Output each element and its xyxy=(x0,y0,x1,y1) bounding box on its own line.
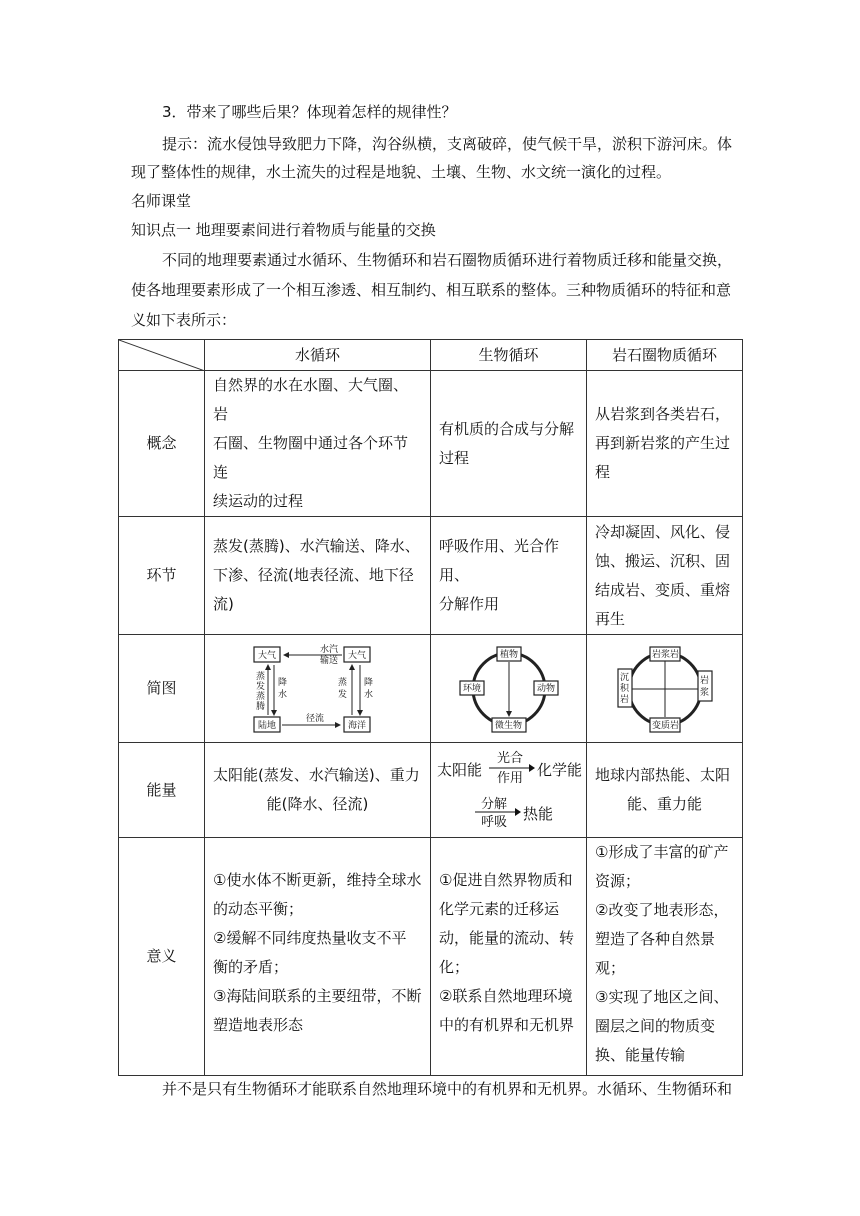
col-header-rock: 岩石圈物质循环 xyxy=(587,340,743,371)
label-magma-2: 浆 xyxy=(699,687,709,698)
text-line: 自然界的水在水圈、大气圈、岩 xyxy=(213,376,409,423)
text-line: ②改变了地表形态， xyxy=(595,901,729,919)
row-label-concept: 概念 xyxy=(119,371,205,517)
text-line: ③海陆间联系的主要纽带，不断 xyxy=(213,987,422,1005)
label-precip-l-1: 降 xyxy=(277,677,287,688)
label-precip-l-2: 水 xyxy=(277,689,287,700)
label-evap-r-1: 蒸 xyxy=(337,677,347,688)
text-line: 能(降水、径流) xyxy=(266,795,369,813)
text-line: 的动态平衡； xyxy=(213,900,304,918)
section-title: 名师课堂 xyxy=(131,192,192,210)
text-line: 流) xyxy=(213,595,234,613)
label-atmos-right: 大气 xyxy=(347,650,366,661)
label-precip-r-2: 水 xyxy=(363,689,373,700)
text-line: ②联系自然地理环境 xyxy=(439,987,573,1005)
table-header-row xyxy=(119,340,743,371)
label-ocean: 海洋 xyxy=(347,720,366,731)
label-magma-1: 岩 xyxy=(699,675,709,686)
label-precip-r-1: 降 xyxy=(363,677,373,688)
table-row-meaning xyxy=(119,838,743,1076)
concept-bio xyxy=(431,371,587,517)
footer-paragraph: 并不是只有生物循环才能联系自然地理环境中的有机界和无机界。水循环、生物循环和 xyxy=(162,1080,733,1098)
label-evap-r-2: 发 xyxy=(337,689,347,700)
solar-energy-label: 太阳能 xyxy=(437,761,483,779)
text-line: 再生 xyxy=(595,609,626,628)
col-header-bio: 生物循环 xyxy=(431,340,587,371)
link-rock xyxy=(587,517,743,635)
text-line: 程 xyxy=(595,463,611,481)
text-line: ③实现了地区之间、 xyxy=(595,988,729,1006)
heat-energy-label: 热能 xyxy=(523,805,554,823)
text-line: 塑造地表形态 xyxy=(213,1016,304,1034)
text-line: 换、能量传输 xyxy=(595,1046,686,1064)
text-line: 再到新岩浆的产生过 xyxy=(595,434,731,452)
diagram-water-cell xyxy=(205,635,431,743)
diagonal-line xyxy=(119,340,205,371)
meaning-rock xyxy=(587,838,743,1076)
diagram-bio-cell xyxy=(431,635,587,743)
meaning-bio xyxy=(431,838,587,1076)
diagram-rock-cell xyxy=(587,635,743,743)
row-label-energy: 能量 xyxy=(119,743,205,838)
photosynthesis-top: 光合 xyxy=(497,751,524,766)
row-label-meaning: 意义 xyxy=(119,838,205,1076)
label-sediment-3: 岩 xyxy=(619,694,629,705)
label-microbe: 微生物 xyxy=(494,720,522,731)
label-plant: 植物 xyxy=(499,649,518,660)
concept-rock xyxy=(587,371,743,517)
link-bio xyxy=(431,517,587,635)
text-line: 蒸发(蒸腾)、水汽输送、降水、 xyxy=(213,537,420,555)
table-row-energy xyxy=(119,743,743,838)
text-line: 中的有机界和无机界 xyxy=(439,1016,575,1034)
row-label-link: 环节 xyxy=(119,517,205,635)
knowledge-heading: 知识点一 地理要素间进行着物质与能量的交换 xyxy=(131,221,436,239)
respiration-bottom: 呼吸 xyxy=(481,815,508,830)
text-line: 分解作用 xyxy=(439,595,500,613)
link-water xyxy=(205,517,431,635)
label-evap-l-4: 腾 xyxy=(255,701,265,712)
table-row-link xyxy=(119,517,743,635)
label-sediment-1: 沉 xyxy=(619,672,629,683)
label-magma-rock: 岩浆岩 xyxy=(651,649,679,660)
text-line: 下渗、径流(地表径流、地下径 xyxy=(213,566,414,584)
text-line: ①形成了丰富的矿产 xyxy=(595,843,729,861)
energy-water xyxy=(205,743,431,838)
photosynthesis-bottom: 作用 xyxy=(497,771,524,786)
label-runoff: 径流 xyxy=(305,713,324,724)
energy-bio-line-2 xyxy=(437,790,580,830)
text-line: 能、重力能 xyxy=(626,795,702,813)
tip-line-2: 现了整体性的规律，水土流失的过程是地貌、土壤、生物、水文统一演化的过程。 xyxy=(131,163,672,181)
label-env: 环境 xyxy=(462,683,481,694)
corner-cell xyxy=(119,340,205,371)
text-line: 地球内部热能、太阳 xyxy=(595,766,731,784)
label-metamorphic: 变质岩 xyxy=(651,720,679,731)
text-line: 续运动的过程 xyxy=(213,492,304,510)
text-line: 从岩浆到各类岩石， xyxy=(595,405,731,423)
meaning-water xyxy=(205,838,431,1076)
paragraph-line-3: 义如下表所示： xyxy=(131,311,237,329)
chemical-energy-label: 化学能 xyxy=(537,761,583,779)
row-label-diagram: 简图 xyxy=(119,635,205,743)
question-3: 3．带来了哪些后果？体现着怎样的规律性？ xyxy=(162,103,457,121)
text-line: 冷却凝固、风化、侵 xyxy=(595,522,731,541)
label-vapor-2: 输送 xyxy=(319,655,338,666)
label-evap-l-2: 发 xyxy=(255,681,265,692)
paragraph-line-1: 不同的地理要素通过水循环、生物循环和岩石圈物质循环进行着物质迁移和能量交换， xyxy=(162,251,733,269)
concept-water xyxy=(205,371,431,517)
table-row-concept xyxy=(119,371,743,517)
water-cycle-diagram xyxy=(248,641,388,737)
tip-line-1: 提示：流水侵蚀导致肥力下降，沟谷纵横，支离破碎，使气候干旱，淤积下游河床。体 xyxy=(162,135,733,153)
paragraph-line-2: 使各地理要素形成了一个相互渗透、相互制约、相互联系的整体。三种物质循环的特征和意 xyxy=(131,281,732,299)
text-line: 塑造了各种自然景 xyxy=(595,930,716,948)
text-line: 呼吸作用、光合作用、 xyxy=(439,537,560,584)
label-evap-l-1: 蒸 xyxy=(255,671,265,682)
label-land: 陆地 xyxy=(257,720,276,731)
text-line: 有机质的合成与分解 xyxy=(439,419,575,438)
text-line: 衡的矛盾； xyxy=(213,958,289,976)
text-line: 资源； xyxy=(595,872,641,890)
energy-rock xyxy=(587,743,743,838)
text-line: 化学元素的迁移运 xyxy=(439,900,560,918)
label-sediment-2: 积 xyxy=(619,683,629,694)
label-animal: 动物 xyxy=(536,683,555,694)
col-header-water: 水循环 xyxy=(205,340,431,371)
cycle-comparison-table xyxy=(118,339,743,1076)
text-line: ②缓解不同纬度热量收支不平 xyxy=(213,929,407,947)
text-line: 石圈、生物圈中通过各个环节连 xyxy=(213,434,409,481)
label-vapor-1: 水汽 xyxy=(319,644,338,655)
text-line: 观； xyxy=(595,959,626,977)
text-line: 蚀、搬运、沉积、固 xyxy=(595,551,731,570)
text-line: 动，能量的流动、转 xyxy=(439,929,575,947)
bio-cycle-diagram xyxy=(454,641,564,737)
text-line: 化； xyxy=(439,958,470,976)
table-row-diagram xyxy=(119,635,743,743)
text-line: ①促进自然界物质和 xyxy=(439,871,573,889)
label-atmos-left: 大气 xyxy=(257,650,276,661)
label-evap-l-3: 蒸 xyxy=(255,691,265,702)
text-line: 过程 xyxy=(439,448,470,467)
rock-cycle-diagram xyxy=(610,641,720,737)
text-line: 太阳能(蒸发、水汽输送)、重力 xyxy=(213,766,420,784)
text-line: ①使水体不断更新，维持全球水 xyxy=(213,871,422,889)
text-line: 圈层之间的物质变 xyxy=(595,1017,716,1035)
energy-bio xyxy=(431,743,587,838)
energy-bio-line-1 xyxy=(437,750,583,790)
decompose-top: 分解 xyxy=(481,797,508,812)
text-line: 结成岩、变质、重熔 xyxy=(595,580,731,599)
